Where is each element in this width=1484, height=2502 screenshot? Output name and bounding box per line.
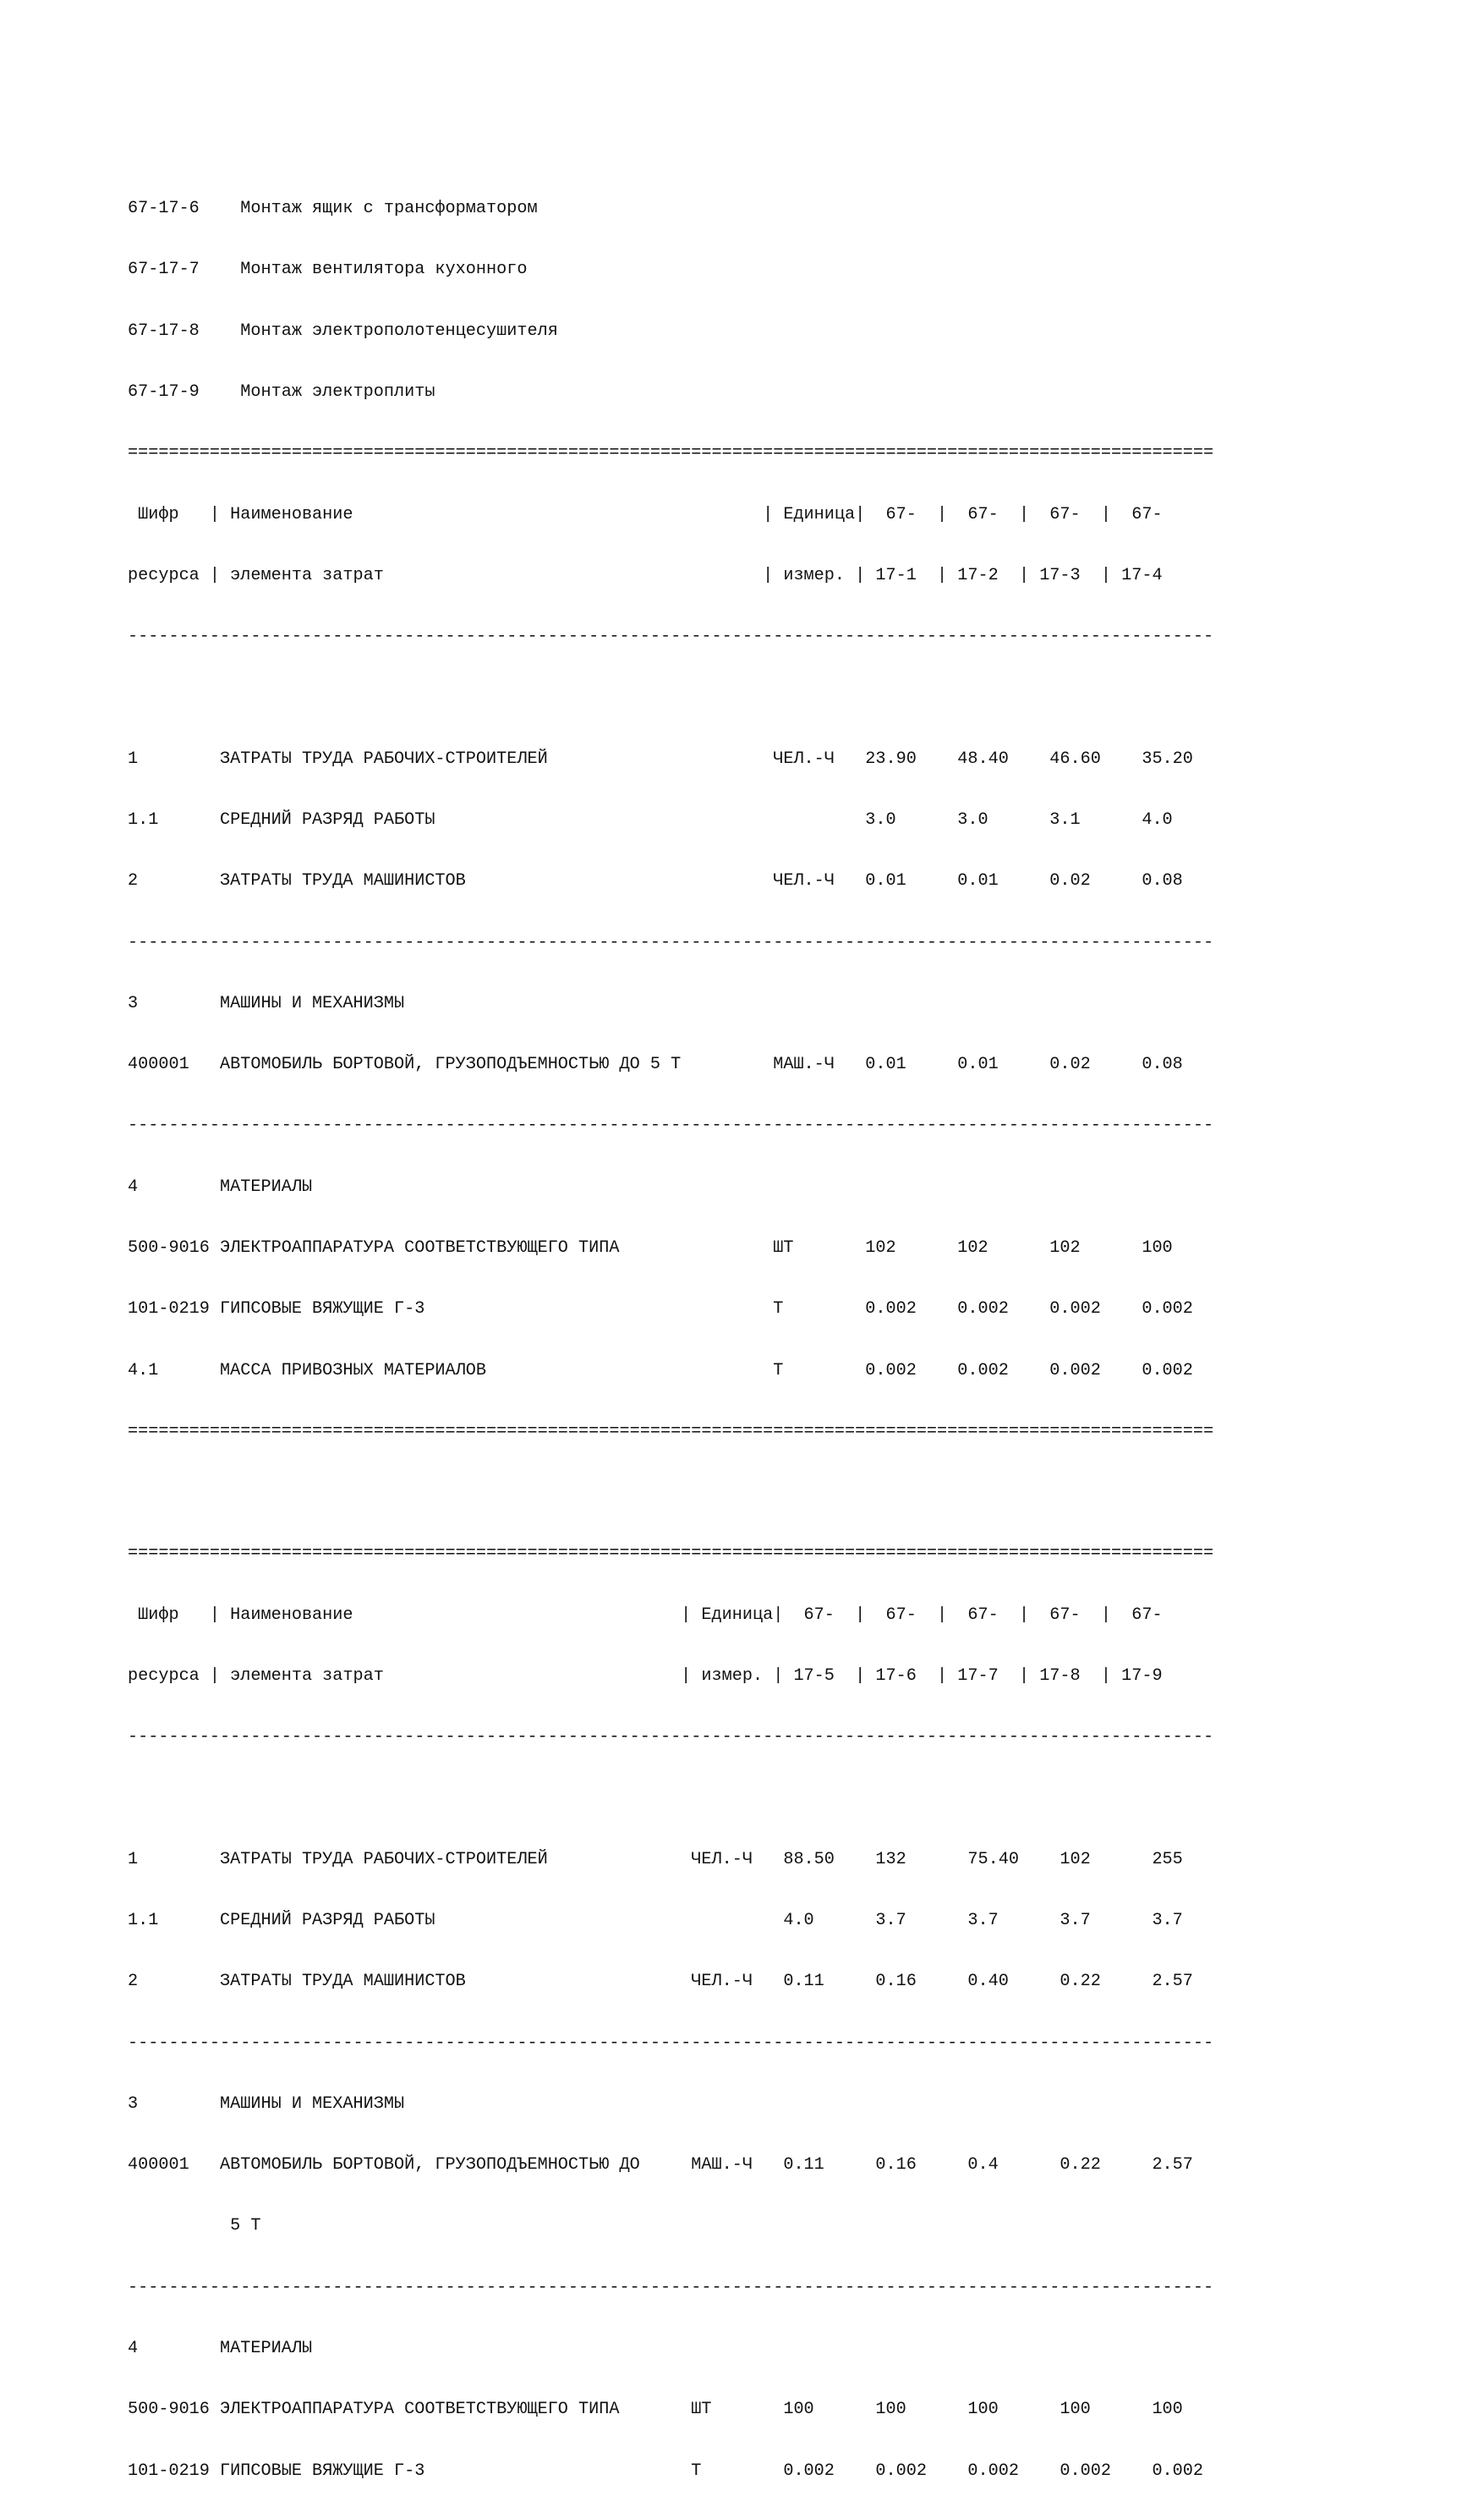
separator-line: ========================================================================================================== (128, 1544, 1214, 1564)
table-row: 3 МАШИНЫ И МЕХАНИЗМЫ (128, 993, 405, 1013)
table-row: 4.1 МАССА ПРИВОЗНЫХ МАТЕРИАЛОВ Т 0.002 0.002 0.002 0.002 (128, 1360, 1193, 1380)
table-row: 1.1 СРЕДНИЙ РАЗРЯД РАБОТЫ 4.0 3.7 3.7 3.7 3.7 (128, 1911, 1183, 1931)
table-row: 4 МАТЕРИАЛЫ (128, 1177, 313, 1197)
table-row: 2 ЗАТРАТЫ ТРУДА МАШИНИСТОВ ЧЕЛ.-Ч 0.01 0.01 0.02 0.08 (128, 871, 1183, 892)
text-line: 67-17-7 Монтаж вентилятора кухонного (128, 260, 528, 280)
separator-line: ---------------------------------------------------------------------------------------------------------- (128, 932, 1214, 952)
table-row: 4 МАТЕРИАЛЫ (128, 2339, 313, 2359)
document-page (128, 158, 1213, 2502)
table-row: 1 ЗАТРАТЫ ТРУДА РАБОЧИХ-СТРОИТЕЛЕЙ ЧЕЛ.-Ч 23.90 48.40 46.60 35.20 (128, 749, 1193, 769)
table-row: 2 ЗАТРАТЫ ТРУДА МАШИНИСТОВ ЧЕЛ.-Ч 0.11 0.16 0.40 0.22 2.57 (128, 1972, 1193, 1992)
text-line: 67-17-6 Монтаж ящик с трансформатором (128, 199, 538, 219)
separator-line: ---------------------------------------------------------------------------------------------------------- (128, 2033, 1214, 2053)
table-header-row: ресурса | элемента затрат | измер. | 17-1 | 17-2 | 17-3 | 17-4 (128, 565, 1163, 585)
table-row: 101-0219 ГИПСОВЫЕ ВЯЖУЩИЕ Г-3 Т 0.002 0.002 0.002 0.002 0.002 (128, 2461, 1204, 2481)
table-row: 101-0219 ГИПСОВЫЕ ВЯЖУЩИЕ Г-3 Т 0.002 0.002 0.002 0.002 (128, 1299, 1193, 1320)
blank-line (128, 1483, 1213, 1503)
blank-line (128, 1789, 1213, 1809)
table-row-continuation: 5 Т (128, 2216, 261, 2236)
separator-line: ---------------------------------------------------------------------------------------------------------- (128, 1727, 1214, 1748)
separator-line: ---------------------------------------------------------------------------------------------------------- (128, 1116, 1214, 1136)
separator-line: ---------------------------------------------------------------------------------------------------------- (128, 627, 1214, 647)
table-header-row: Шифр | Наименование | Единица| 67- | 67- | 67- | 67- (128, 504, 1163, 524)
separator-line: ========================================================================================================== (128, 443, 1214, 464)
table-row: 400001 АВТОМОБИЛЬ БОРТОВОЙ, ГРУЗОПОДЪЕМНОСТЬЮ ДО МАШ.-Ч 0.11 0.16 0.4 0.22 2.57 (128, 2155, 1193, 2176)
separator-line: ---------------------------------------------------------------------------------------------------------- (128, 2277, 1214, 2297)
text-line: 67-17-9 Монтаж электроплиты (128, 382, 435, 403)
table-row: 500-9016 ЭЛЕКТРОАППАРАТУРА СООТВЕТСТВУЮЩЕГО ТИПА ШТ 102 102 102 100 (128, 1237, 1173, 1258)
blank-line (128, 688, 1213, 708)
table-row: 500-9016 ЭЛЕКТРОАППАРАТУРА СООТВЕТСТВУЮЩЕГО ТИПА ШТ 100 100 100 100 100 (128, 2400, 1183, 2420)
table-header-row: ресурса | элемента затрат | измер. | 17-5 | 17-6 | 17-7 | 17-8 | 17-9 (128, 1665, 1163, 1686)
separator-line: ========================================================================================================== (128, 1421, 1214, 1441)
table-row: 1.1 СРЕДНИЙ РАЗРЯД РАБОТЫ 3.0 3.0 3.1 4.0 (128, 810, 1173, 830)
text-line: 67-17-8 Монтаж электрополотенцесушителя (128, 321, 558, 341)
table-header-row: Шифр | Наименование | Единица| 67- | 67- | 67- | 67- | 67- (128, 1605, 1163, 1625)
table-row: 400001 АВТОМОБИЛЬ БОРТОВОЙ, ГРУЗОПОДЪЕМНОСТЬЮ ДО 5 Т МАШ.-Ч 0.01 0.01 0.02 0.08 (128, 1055, 1183, 1075)
table-row: 3 МАШИНЫ И МЕХАНИЗМЫ (128, 2093, 405, 2114)
table-row: 1 ЗАТРАТЫ ТРУДА РАБОЧИХ-СТРОИТЕЛЕЙ ЧЕЛ.-Ч 88.50 132 75.40 102 255 (128, 1849, 1183, 1869)
